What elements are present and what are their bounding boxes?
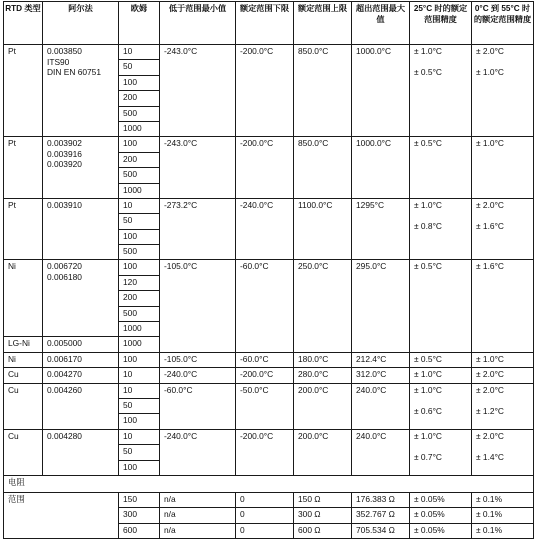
header-rated-high: 额定范围上限	[294, 2, 352, 45]
cell-acc-0-55: ± 0.1%	[472, 523, 534, 538]
cell-over-max: 240.0°C	[352, 429, 410, 475]
cell-alpha: 0.003910	[43, 198, 119, 260]
cell-ohms: 500	[119, 168, 160, 183]
cell-acc-0-55: ± 2.0°C ± 1.0°C	[472, 45, 534, 137]
cell-over-max: 240.0°C	[352, 383, 410, 429]
cell-over-max: 176.383 Ω	[352, 492, 410, 507]
cell-alpha: 0.004280	[43, 429, 119, 475]
cell-acc-0-55: ± 0.1%	[472, 492, 534, 507]
cell-alpha: 0.004260	[43, 383, 119, 429]
header-alpha: 阿尔法	[43, 2, 119, 45]
cell-below-min: -273.2°C	[160, 198, 236, 260]
cell-ohms: 100	[119, 229, 160, 244]
cell-ohms: 120	[119, 275, 160, 290]
cell-rated-high: 200.0°C	[294, 429, 352, 475]
cell-acc-25: ± 1.0°C	[410, 368, 472, 383]
cell-over-max: 312.0°C	[352, 368, 410, 383]
cell-rated-high: 280.0°C	[294, 368, 352, 383]
table-row	[4, 352, 534, 367]
cell-ohms: 100	[119, 414, 160, 429]
cell-rtd-type: Ni	[4, 260, 43, 337]
header-over-max: 超出范围最大值	[352, 2, 410, 45]
rtd-spec-table	[3, 1, 534, 539]
cell-below-min: n/a	[160, 492, 236, 507]
cell-rtd-type: LG-Ni	[4, 337, 43, 352]
cell-ohms: 150	[119, 492, 160, 507]
cell-below-min: -243.0°C	[160, 45, 236, 137]
cell-alpha: 0.004270	[43, 368, 119, 383]
cell-rated-low: -50.0°C	[236, 383, 294, 429]
cell-over-max: 212.4°C	[352, 352, 410, 367]
cell-rated-low: -200.0°C	[236, 45, 294, 137]
cell-rtd-type: Cu	[4, 368, 43, 383]
cell-below-min: -240.0°C	[160, 429, 236, 475]
cell-rtd-type: Pt	[4, 137, 43, 199]
cell-below-min: -243.0°C	[160, 137, 236, 199]
cell-rated-low: 0	[236, 523, 294, 538]
cell-rated-high: 200.0°C	[294, 383, 352, 429]
header-below-min: 低于范围最小值	[160, 2, 236, 45]
cell-below-min: -105.0°C	[160, 260, 236, 352]
cell-acc-25: ± 0.05%	[410, 492, 472, 507]
table-row	[4, 198, 534, 213]
cell-ohms: 500	[119, 245, 160, 260]
table-row	[4, 429, 534, 444]
cell-ohms: 500	[119, 306, 160, 321]
cell-below-min: n/a	[160, 508, 236, 523]
cell-alpha: 0.003902 0.003916 0.003920	[43, 137, 119, 199]
cell-ohms: 1000	[119, 322, 160, 337]
cell-over-max: 1000.0°C	[352, 45, 410, 137]
resistance-section-row	[4, 475, 534, 492]
cell-acc-25: ± 1.0°C ± 0.7°C	[410, 429, 472, 475]
cell-alpha: 0.006170	[43, 352, 119, 367]
cell-acc-0-55: ± 1.0°C	[472, 352, 534, 367]
cell-rtd-type: Pt	[4, 45, 43, 137]
cell-ohms: 100	[119, 75, 160, 90]
cell-below-min: -60.0°C	[160, 383, 236, 429]
header-ohms: 欧姆	[119, 2, 160, 45]
cell-over-max: 295.0°C	[352, 260, 410, 352]
cell-rated-high: 300 Ω	[294, 508, 352, 523]
cell-acc-25: ± 0.5°C	[410, 137, 472, 199]
header-acc-25: 25°C 时的额定范围精度	[410, 2, 472, 45]
resistance-range-label: 范围	[4, 492, 119, 538]
cell-alpha: 0.003850 ITS90 DIN EN 60751	[43, 45, 119, 137]
cell-rated-low: 0	[236, 508, 294, 523]
cell-over-max: 352.767 Ω	[352, 508, 410, 523]
cell-acc-25: ± 1.0°C ± 0.5°C	[410, 45, 472, 137]
cell-ohms: 200	[119, 152, 160, 167]
cell-over-max: 1295°C	[352, 198, 410, 260]
cell-acc-25: ± 0.05%	[410, 523, 472, 538]
cell-rated-high: 180.0°C	[294, 352, 352, 367]
cell-ohms: 100	[119, 460, 160, 475]
cell-ohms: 300	[119, 508, 160, 523]
cell-ohms: 50	[119, 445, 160, 460]
header-row	[4, 2, 534, 45]
cell-ohms: 50	[119, 214, 160, 229]
table-body	[4, 45, 534, 539]
cell-ohms: 50	[119, 398, 160, 413]
cell-ohms: 10	[119, 45, 160, 60]
cell-below-min: -240.0°C	[160, 368, 236, 383]
cell-over-max: 705.534 Ω	[352, 523, 410, 538]
cell-acc-25: ± 0.5°C	[410, 352, 472, 367]
cell-rated-high: 150 Ω	[294, 492, 352, 507]
cell-rated-low: 0	[236, 492, 294, 507]
table-row	[4, 137, 534, 152]
cell-ohms: 10	[119, 198, 160, 213]
header-acc-0-55: 0°C 到 55°C 时的额定范围精度	[472, 2, 534, 45]
cell-rated-high: 600 Ω	[294, 523, 352, 538]
cell-acc-0-55: ± 2.0°C	[472, 368, 534, 383]
cell-acc-0-55: ± 1.6°C	[472, 260, 534, 352]
cell-ohms: 500	[119, 106, 160, 121]
table-row	[4, 492, 534, 507]
cell-ohms: 1000	[119, 121, 160, 136]
table-row	[4, 260, 534, 275]
cell-ohms: 100	[119, 260, 160, 275]
header-rated-low: 额定范围下限	[236, 2, 294, 45]
cell-acc-0-55: ± 0.1%	[472, 508, 534, 523]
cell-ohms: 50	[119, 60, 160, 75]
cell-rated-low: -240.0°C	[236, 198, 294, 260]
cell-acc-25: ± 0.05%	[410, 508, 472, 523]
cell-ohms: 100	[119, 352, 160, 367]
resistance-section-label: 电阻	[4, 475, 534, 492]
cell-acc-0-55: ± 2.0°C ± 1.2°C	[472, 383, 534, 429]
cell-rated-low: -60.0°C	[236, 352, 294, 367]
cell-rated-low: -200.0°C	[236, 368, 294, 383]
table-row	[4, 383, 534, 398]
cell-below-min: -105.0°C	[160, 352, 236, 367]
cell-over-max: 1000.0°C	[352, 137, 410, 199]
table-row	[4, 368, 534, 383]
cell-alpha: 0.005000	[43, 337, 119, 352]
cell-acc-0-55: ± 1.0°C	[472, 137, 534, 199]
cell-rtd-type: Pt	[4, 198, 43, 260]
cell-ohms: 10	[119, 368, 160, 383]
cell-rated-low: -200.0°C	[236, 429, 294, 475]
cell-rtd-type: Cu	[4, 429, 43, 475]
cell-rated-low: -60.0°C	[236, 260, 294, 352]
cell-ohms: 200	[119, 91, 160, 106]
table-row	[4, 45, 534, 60]
cell-ohms: 1000	[119, 337, 160, 352]
cell-rated-low: -200.0°C	[236, 137, 294, 199]
cell-rated-high: 250.0°C	[294, 260, 352, 352]
cell-below-min: n/a	[160, 523, 236, 538]
cell-acc-25: ± 0.5°C	[410, 260, 472, 352]
cell-acc-0-55: ± 2.0°C ± 1.4°C	[472, 429, 534, 475]
cell-rated-high: 850.0°C	[294, 45, 352, 137]
cell-ohms: 10	[119, 429, 160, 444]
cell-rated-high: 850.0°C	[294, 137, 352, 199]
cell-rtd-type: Ni	[4, 352, 43, 367]
cell-ohms: 600	[119, 523, 160, 538]
cell-ohms: 200	[119, 291, 160, 306]
cell-acc-25: ± 1.0°C ± 0.6°C	[410, 383, 472, 429]
cell-ohms: 10	[119, 383, 160, 398]
cell-ohms: 1000	[119, 183, 160, 198]
cell-acc-25: ± 1.0°C ± 0.8°C	[410, 198, 472, 260]
cell-rated-high: 1100.0°C	[294, 198, 352, 260]
cell-ohms: 100	[119, 137, 160, 152]
cell-alpha: 0.006720 0.006180	[43, 260, 119, 337]
cell-rtd-type: Cu	[4, 383, 43, 429]
header-rtd-type: RTD 类型	[4, 2, 43, 45]
cell-acc-0-55: ± 2.0°C ± 1.6°C	[472, 198, 534, 260]
